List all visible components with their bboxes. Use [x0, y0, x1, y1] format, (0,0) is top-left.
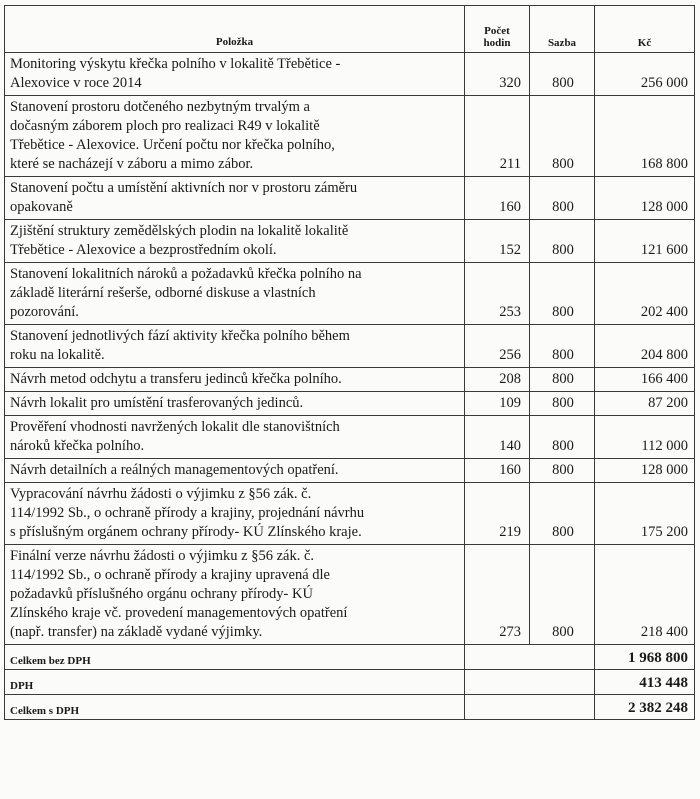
- row-item-line: s příslušným orgánem ochrany přírody- KÚ Zlínského kraje.: [10, 524, 362, 540]
- row-item-description: [5, 263, 465, 325]
- row-rate: 800: [530, 96, 595, 177]
- row-hours: 208: [465, 368, 530, 392]
- row-item-line: základě literární rešerše, odborné diskuse a vlastních: [10, 285, 316, 301]
- row-amount: 218 400: [595, 545, 695, 645]
- row-item-line: Stanovení počtu a umístění aktivních nor v prostoru záměru: [10, 180, 358, 196]
- row-amount: 175 200: [595, 483, 695, 545]
- row-hours: 140: [465, 416, 530, 459]
- row-rate: 800: [530, 483, 595, 545]
- table-row: [5, 220, 695, 263]
- totals-row: [5, 670, 695, 695]
- row-item-line: Třebětice - Alexovice. Určení počtu nor křečka polního,: [10, 137, 335, 153]
- row-amount: 128 000: [595, 177, 695, 220]
- row-amount: 168 800: [595, 96, 695, 177]
- row-item-description: [5, 459, 465, 483]
- row-item-line: Prověření vhodnosti navržených lokalit dle stanovištních: [10, 419, 340, 435]
- table-row: [5, 392, 695, 416]
- row-rate: 800: [530, 177, 595, 220]
- header-czk: [595, 6, 695, 53]
- table-row: [5, 325, 695, 368]
- row-item-line: (např. transfer) na základě vydané výjimky.: [10, 624, 263, 640]
- totals-label: Celkem bez DPH: [5, 645, 465, 670]
- row-item-description: [5, 325, 465, 368]
- row-hours: 211: [465, 96, 530, 177]
- row-hours: 160: [465, 177, 530, 220]
- row-rate: 800: [530, 392, 595, 416]
- row-item-line: 114/1992 Sb., o ochraně přírody a krajiny, projednání návrhu: [10, 505, 365, 521]
- totals-spacer: [465, 670, 595, 695]
- row-item-description: [5, 53, 465, 96]
- row-item-line: Alexovice v roce 2014: [10, 75, 142, 91]
- table-row: [5, 53, 695, 96]
- row-item-line: Návrh metod odchytu a transferu jedinců křečka polního.: [10, 371, 342, 387]
- cost-table: [4, 5, 695, 720]
- row-item-description: [5, 483, 465, 545]
- row-item-line: požadavků příslušného orgánu ochrany přírody- KÚ: [10, 586, 313, 602]
- row-item-line: roku na lokalitě.: [10, 347, 105, 363]
- header-item-label: Položka: [215, 36, 254, 48]
- row-item-line: 114/1992 Sb., o ochraně přírody a krajiny upravená dle: [10, 567, 330, 583]
- row-hours: 160: [465, 459, 530, 483]
- row-rate: 800: [530, 263, 595, 325]
- row-item-line: Stanovení prostoru dotčeného nezbytným trvalým a: [10, 99, 310, 115]
- header-row: [5, 6, 695, 53]
- row-amount: 204 800: [595, 325, 695, 368]
- row-rate: 800: [530, 220, 595, 263]
- table-row: [5, 368, 695, 392]
- row-amount: 166 400: [595, 368, 695, 392]
- header-rate-label: Sazba: [547, 37, 577, 49]
- table-totals: [5, 645, 695, 720]
- row-item-line: dočasným záborem ploch pro realizaci R49 v lokalitě: [10, 118, 320, 134]
- row-hours: 320: [465, 53, 530, 96]
- table-body: [5, 53, 695, 645]
- row-hours: 219: [465, 483, 530, 545]
- row-item-description: [5, 96, 465, 177]
- row-item-line: pozorování.: [10, 304, 79, 320]
- totals-row: [5, 695, 695, 720]
- row-rate: 800: [530, 545, 595, 645]
- row-amount: 256 000: [595, 53, 695, 96]
- totals-label: DPH: [5, 670, 465, 695]
- row-item-description: [5, 416, 465, 459]
- totals-label: Celkem s DPH: [5, 695, 465, 720]
- row-hours: 256: [465, 325, 530, 368]
- table-row: [5, 483, 695, 545]
- row-rate: 800: [530, 325, 595, 368]
- row-amount: 202 400: [595, 263, 695, 325]
- header-hours-line2: hodin: [483, 37, 511, 49]
- table-row: [5, 416, 695, 459]
- row-item-line: Zlínského kraje vč. provedení managementových opatření: [10, 605, 348, 621]
- row-hours: 253: [465, 263, 530, 325]
- row-item-line: nároků křečka polního.: [10, 438, 145, 454]
- row-amount: 121 600: [595, 220, 695, 263]
- totals-value: 413 448: [595, 670, 695, 695]
- row-amount: 87 200: [595, 392, 695, 416]
- totals-spacer: [465, 695, 595, 720]
- row-item-line: Stanovení lokalitních nároků a požadavků křečka polního na: [10, 266, 362, 282]
- row-item-line: Monitoring výskytu křečka polního v lokalitě Třebětice -: [10, 56, 341, 72]
- row-item-line: opakovaně: [10, 199, 73, 215]
- row-item-description: [5, 177, 465, 220]
- header-czk-label: Kč: [637, 37, 652, 49]
- row-amount: 128 000: [595, 459, 695, 483]
- header-item: [5, 6, 465, 53]
- row-hours: 273: [465, 545, 530, 645]
- row-item-line: Návrh detailních a reálných managementových opatření.: [10, 462, 339, 478]
- row-rate: 800: [530, 368, 595, 392]
- totals-value: 2 382 248: [595, 695, 695, 720]
- row-item-description: [5, 368, 465, 392]
- table-row: [5, 177, 695, 220]
- row-item-description: [5, 545, 465, 645]
- row-hours: 152: [465, 220, 530, 263]
- row-rate: 800: [530, 53, 595, 96]
- totals-value: 1 968 800: [595, 645, 695, 670]
- row-rate: 800: [530, 459, 595, 483]
- row-item-line: Finální verze návrhu žádosti o výjimku z §56 zák. č.: [10, 548, 315, 564]
- row-item-line: Vypracování návrhu žádosti o výjimku z §56 zák. č.: [10, 486, 312, 502]
- totals-spacer: [465, 645, 595, 670]
- header-hours-line1: Počet: [484, 25, 510, 37]
- table-row: [5, 263, 695, 325]
- row-item-line: které se nacházejí v záboru a mimo zábor.: [10, 156, 254, 172]
- table-row: [5, 96, 695, 177]
- row-item-description: [5, 220, 465, 263]
- row-item-line: Stanovení jednotlivých fází aktivity křečka polního během: [10, 328, 350, 344]
- totals-row: [5, 645, 695, 670]
- row-item-description: [5, 392, 465, 416]
- table-row: [5, 459, 695, 483]
- header-hours: [465, 6, 530, 53]
- row-amount: 112 000: [595, 416, 695, 459]
- row-item-line: Návrh lokalit pro umístění trasferovaných jedinců.: [10, 395, 304, 411]
- row-item-line: Zjištění struktury zemědělských plodin na lokalitě lokalitě: [10, 223, 349, 239]
- row-rate: 800: [530, 416, 595, 459]
- row-hours: 109: [465, 392, 530, 416]
- table-row: [5, 545, 695, 645]
- row-item-line: Třebětice - Alexovice a bezprostředním okolí.: [10, 242, 277, 258]
- header-rate: [530, 6, 595, 53]
